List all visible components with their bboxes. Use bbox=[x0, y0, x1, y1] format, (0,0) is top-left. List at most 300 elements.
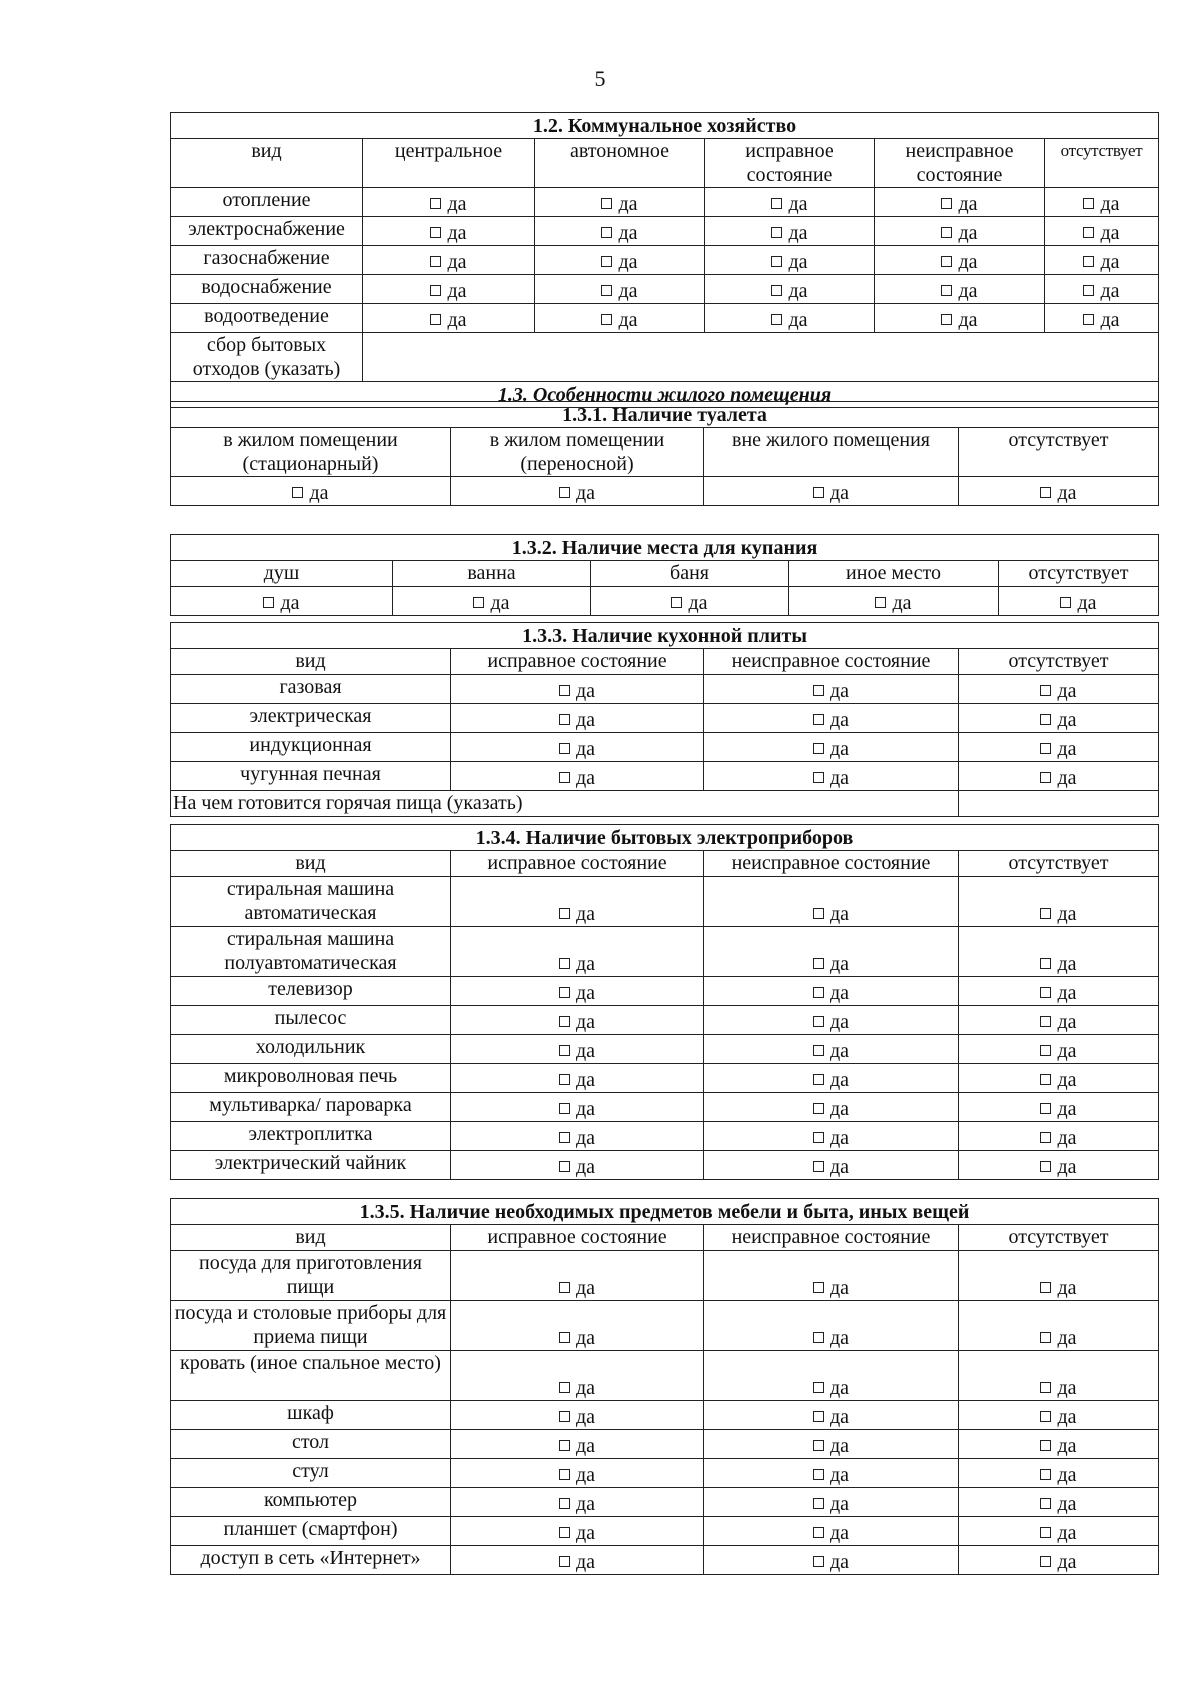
yes-option[interactable] bbox=[535, 275, 705, 304]
checkbox-icon[interactable] bbox=[559, 1332, 570, 1343]
checkbox-icon[interactable] bbox=[813, 1103, 824, 1114]
checkbox-icon[interactable] bbox=[1040, 1382, 1051, 1393]
checkbox-icon[interactable] bbox=[559, 1556, 570, 1567]
table-row bbox=[171, 275, 1159, 304]
yes-option[interactable] bbox=[451, 733, 704, 762]
checkbox-icon[interactable] bbox=[559, 685, 570, 696]
yes-option[interactable] bbox=[1045, 246, 1159, 275]
yes-option[interactable] bbox=[959, 1401, 1159, 1430]
checkbox-icon[interactable] bbox=[430, 314, 441, 325]
yes-option[interactable] bbox=[451, 1064, 704, 1093]
yes-option[interactable] bbox=[875, 217, 1045, 246]
checkbox-icon[interactable] bbox=[813, 685, 824, 696]
yes-option[interactable] bbox=[959, 1251, 1159, 1301]
checkbox-icon[interactable] bbox=[1083, 285, 1094, 296]
yes-label: да bbox=[829, 1011, 850, 1033]
row-label: компьютер bbox=[171, 1488, 451, 1517]
yes-label: да bbox=[575, 903, 596, 925]
checkbox-icon[interactable] bbox=[1040, 743, 1051, 754]
bathing-header-row bbox=[171, 561, 1159, 587]
yes-label: да bbox=[1100, 280, 1120, 302]
yes-option[interactable] bbox=[591, 587, 789, 616]
yes-label: да bbox=[1057, 1493, 1077, 1515]
yes-option[interactable] bbox=[999, 587, 1159, 616]
yes-option[interactable] bbox=[704, 733, 959, 762]
table-row bbox=[171, 733, 1159, 762]
yes-option[interactable] bbox=[959, 733, 1159, 762]
yes-option[interactable] bbox=[451, 977, 704, 1006]
checkbox-icon[interactable] bbox=[813, 1382, 824, 1393]
table-row bbox=[171, 1151, 1159, 1180]
column-header: автономное bbox=[535, 139, 705, 188]
yes-option[interactable] bbox=[959, 675, 1159, 704]
page-number: 5 bbox=[594, 66, 606, 91]
yes-label: да bbox=[1057, 680, 1077, 702]
table-row bbox=[171, 1517, 1159, 1546]
yes-option[interactable] bbox=[451, 477, 704, 506]
checkbox-icon[interactable] bbox=[941, 198, 952, 209]
yes-label: да bbox=[1100, 222, 1120, 244]
yes-option[interactable] bbox=[704, 1401, 959, 1430]
row-label: стул bbox=[171, 1459, 451, 1488]
yes-label: да bbox=[1057, 709, 1077, 731]
yes-option[interactable] bbox=[363, 246, 535, 275]
checkbox-icon[interactable] bbox=[813, 908, 824, 919]
yes-label: да bbox=[575, 1435, 596, 1457]
yes-option[interactable] bbox=[959, 1546, 1159, 1575]
section-title: 1.3. Особенности жилого помещения bbox=[171, 382, 1159, 408]
checkbox-icon[interactable] bbox=[813, 1332, 824, 1343]
yes-option[interactable] bbox=[704, 1459, 959, 1488]
yes-option[interactable] bbox=[704, 675, 959, 704]
yes-option[interactable] bbox=[959, 477, 1159, 506]
checkbox-icon[interactable] bbox=[430, 256, 441, 267]
checkbox-icon[interactable] bbox=[559, 958, 570, 969]
checkbox-icon[interactable] bbox=[771, 314, 782, 325]
yes-label: да bbox=[575, 709, 596, 731]
checkbox-icon[interactable] bbox=[813, 1074, 824, 1085]
checkbox-icon[interactable] bbox=[1040, 1332, 1051, 1343]
yes-option[interactable] bbox=[959, 1351, 1159, 1401]
yes-label: да bbox=[575, 1327, 596, 1349]
checkbox-icon[interactable] bbox=[263, 597, 274, 608]
checkbox-icon[interactable] bbox=[941, 227, 952, 238]
yes-label: да bbox=[829, 738, 850, 760]
yes-option[interactable] bbox=[1045, 188, 1159, 217]
yes-option[interactable] bbox=[451, 1251, 704, 1301]
yes-option[interactable] bbox=[875, 275, 1045, 304]
yes-option[interactable] bbox=[363, 275, 535, 304]
yes-option[interactable] bbox=[959, 1459, 1159, 1488]
yes-label: да bbox=[829, 982, 850, 1004]
checkbox-icon[interactable] bbox=[813, 1556, 824, 1567]
yes-label: да bbox=[829, 482, 850, 504]
yes-option[interactable] bbox=[704, 1251, 959, 1301]
utilities-table bbox=[170, 112, 1159, 408]
yes-label: да bbox=[829, 767, 850, 789]
yes-option[interactable] bbox=[875, 188, 1045, 217]
checkbox-icon[interactable] bbox=[941, 314, 952, 325]
yes-option[interactable] bbox=[451, 1488, 704, 1517]
checkbox-icon[interactable] bbox=[771, 227, 782, 238]
yes-option[interactable] bbox=[959, 1093, 1159, 1122]
yes-option[interactable] bbox=[704, 927, 959, 977]
yes-option[interactable] bbox=[451, 1006, 704, 1035]
checkbox-icon[interactable] bbox=[559, 1469, 570, 1480]
checkbox-icon[interactable] bbox=[1040, 1016, 1051, 1027]
yes-option[interactable] bbox=[451, 1430, 704, 1459]
yes-label: да bbox=[1057, 1327, 1077, 1349]
checkbox-icon[interactable] bbox=[671, 597, 682, 608]
yes-option[interactable] bbox=[959, 1301, 1159, 1351]
yes-option[interactable] bbox=[704, 1430, 959, 1459]
yes-label: да bbox=[575, 767, 596, 789]
checkbox-icon[interactable] bbox=[1060, 597, 1071, 608]
checkbox-icon[interactable] bbox=[559, 987, 570, 998]
yes-label: да bbox=[575, 1464, 596, 1486]
yes-label: да bbox=[1057, 1464, 1077, 1486]
yes-option[interactable] bbox=[705, 217, 875, 246]
checkbox-icon[interactable] bbox=[1040, 908, 1051, 919]
checkbox-icon[interactable] bbox=[1040, 1132, 1051, 1143]
column-header: отсутствует bbox=[959, 649, 1159, 675]
row-label: холодильник bbox=[171, 1035, 451, 1064]
yes-option[interactable] bbox=[959, 1151, 1159, 1180]
table-row bbox=[171, 1546, 1159, 1575]
checkbox-icon[interactable] bbox=[813, 1282, 824, 1293]
furniture-header-row bbox=[171, 1225, 1159, 1251]
checkbox-icon[interactable] bbox=[1040, 1411, 1051, 1422]
checkbox-icon[interactable] bbox=[1040, 1074, 1051, 1085]
row-label: стиральная машина полуавтоматическая bbox=[171, 927, 451, 977]
yes-label: да bbox=[829, 1551, 850, 1573]
yes-label: да bbox=[1057, 1522, 1077, 1544]
yes-option[interactable] bbox=[704, 1351, 959, 1401]
yes-option[interactable] bbox=[704, 1546, 959, 1575]
table-row bbox=[171, 977, 1159, 1006]
checkbox-icon[interactable] bbox=[559, 1161, 570, 1172]
yes-option[interactable] bbox=[704, 477, 959, 506]
column-header: иное место bbox=[789, 561, 999, 587]
yes-label: да bbox=[618, 251, 638, 273]
checkbox-icon[interactable] bbox=[601, 256, 612, 267]
yes-label: да bbox=[829, 1377, 850, 1399]
yes-option[interactable] bbox=[704, 1301, 959, 1351]
checkbox-icon[interactable] bbox=[559, 908, 570, 919]
table-row bbox=[171, 1064, 1159, 1093]
yes-label: да bbox=[575, 1098, 596, 1120]
checkbox-icon[interactable] bbox=[1083, 314, 1094, 325]
checkbox-icon[interactable] bbox=[1040, 958, 1051, 969]
yes-label: да bbox=[788, 280, 808, 302]
row-label: посуда для приготовления пищи bbox=[171, 1251, 451, 1301]
table-row bbox=[171, 675, 1159, 704]
yes-option[interactable] bbox=[959, 1064, 1159, 1093]
table-row bbox=[171, 217, 1159, 246]
checkbox-icon[interactable] bbox=[813, 1045, 824, 1056]
checkbox-icon[interactable] bbox=[559, 1103, 570, 1114]
yes-label: да bbox=[829, 1406, 850, 1428]
toilet-table bbox=[170, 401, 1159, 506]
checkbox-icon[interactable] bbox=[813, 1161, 824, 1172]
row-label: планшет (смартфон) bbox=[171, 1517, 451, 1546]
yes-label: да bbox=[618, 222, 638, 244]
checkbox-icon[interactable] bbox=[559, 487, 570, 498]
checkbox-icon[interactable] bbox=[813, 487, 824, 498]
row-label: электроплитка bbox=[171, 1122, 451, 1151]
column-header: ванна bbox=[393, 561, 591, 587]
yes-label: да bbox=[1057, 1127, 1077, 1149]
yes-option[interactable] bbox=[1045, 275, 1159, 304]
yes-option[interactable] bbox=[959, 1488, 1159, 1517]
yes-label: да bbox=[575, 1040, 596, 1062]
checkbox-icon[interactable] bbox=[941, 285, 952, 296]
yes-option[interactable] bbox=[451, 1517, 704, 1546]
yes-option[interactable] bbox=[535, 217, 705, 246]
yes-option[interactable] bbox=[959, 927, 1159, 977]
checkbox-icon[interactable] bbox=[771, 256, 782, 267]
yes-label: да bbox=[1057, 1377, 1077, 1399]
yes-option[interactable] bbox=[704, 1093, 959, 1122]
yes-option[interactable] bbox=[704, 1122, 959, 1151]
checkbox-icon[interactable] bbox=[771, 285, 782, 296]
column-header: неисправное состояние bbox=[875, 139, 1045, 188]
row-label: электрическая bbox=[171, 704, 451, 733]
yes-option[interactable] bbox=[959, 877, 1159, 927]
yes-option[interactable] bbox=[451, 1093, 704, 1122]
checkbox-icon[interactable] bbox=[1040, 1282, 1051, 1293]
yes-option[interactable] bbox=[704, 1035, 959, 1064]
checkbox-icon[interactable] bbox=[813, 714, 824, 725]
checkbox-icon[interactable] bbox=[1040, 1498, 1051, 1509]
checkbox-icon[interactable] bbox=[1040, 772, 1051, 783]
yes-label: да bbox=[829, 1522, 850, 1544]
checkbox-icon[interactable] bbox=[1040, 1440, 1051, 1451]
checkbox-icon[interactable] bbox=[1040, 987, 1051, 998]
table-row bbox=[171, 1251, 1159, 1301]
column-header: центральное bbox=[363, 139, 535, 188]
yes-option[interactable] bbox=[171, 587, 393, 616]
yes-option[interactable] bbox=[451, 675, 704, 704]
section-title: 1.2. Коммунальное хозяйство bbox=[171, 113, 1159, 139]
checkbox-icon[interactable] bbox=[601, 285, 612, 296]
yes-option[interactable] bbox=[959, 1122, 1159, 1151]
yes-label: да bbox=[575, 982, 596, 1004]
yes-option[interactable] bbox=[705, 275, 875, 304]
yes-option[interactable] bbox=[705, 188, 875, 217]
yes-option[interactable] bbox=[451, 1035, 704, 1064]
yes-label: да bbox=[575, 953, 596, 975]
yes-option[interactable] bbox=[704, 1488, 959, 1517]
checkbox-icon[interactable] bbox=[559, 772, 570, 783]
yes-option[interactable] bbox=[451, 1122, 704, 1151]
row-label: стиральная машина автоматическая bbox=[171, 877, 451, 927]
column-header: неисправное состояние bbox=[704, 1225, 959, 1251]
checkbox-icon[interactable] bbox=[875, 597, 886, 608]
table-row bbox=[171, 927, 1159, 977]
column-header: отсутствует bbox=[959, 428, 1159, 477]
yes-label: да bbox=[1100, 309, 1120, 331]
checkbox-icon[interactable] bbox=[1040, 1161, 1051, 1172]
yes-option[interactable] bbox=[704, 1151, 959, 1180]
checkbox-icon[interactable] bbox=[430, 285, 441, 296]
checkbox-icon[interactable] bbox=[813, 1527, 824, 1538]
checkbox-icon[interactable] bbox=[1083, 256, 1094, 267]
column-header: вид bbox=[171, 851, 451, 877]
yes-option[interactable] bbox=[959, 704, 1159, 733]
column-header: исправное состояние bbox=[451, 649, 704, 675]
yes-option[interactable] bbox=[535, 304, 705, 333]
section-title: 1.3.5. Наличие необходимых предметов мебели и быта, иных вещей bbox=[171, 1199, 1159, 1225]
yes-option[interactable] bbox=[451, 704, 704, 733]
checkbox-icon[interactable] bbox=[813, 772, 824, 783]
yes-option[interactable] bbox=[451, 1351, 704, 1401]
yes-label: да bbox=[1057, 1435, 1077, 1457]
checkbox-icon[interactable] bbox=[559, 1282, 570, 1293]
checkbox-icon[interactable] bbox=[813, 1016, 824, 1027]
checkbox-icon[interactable] bbox=[1040, 1469, 1051, 1480]
table-row bbox=[171, 877, 1159, 927]
yes-option[interactable] bbox=[875, 304, 1045, 333]
checkbox-icon[interactable] bbox=[813, 743, 824, 754]
yes-option[interactable] bbox=[959, 762, 1159, 791]
yes-option[interactable] bbox=[704, 877, 959, 927]
checkbox-icon[interactable] bbox=[601, 227, 612, 238]
yes-option[interactable] bbox=[535, 246, 705, 275]
checkbox-icon[interactable] bbox=[559, 1498, 570, 1509]
yes-option[interactable] bbox=[959, 1006, 1159, 1035]
yes-label: да bbox=[829, 903, 850, 925]
column-header: в жилом помещении (стационарный) bbox=[171, 428, 451, 477]
checkbox-icon[interactable] bbox=[559, 1132, 570, 1143]
waste-input[interactable] bbox=[363, 333, 1159, 382]
checkbox-icon[interactable] bbox=[813, 1469, 824, 1480]
checkbox-icon[interactable] bbox=[813, 958, 824, 969]
yes-option[interactable] bbox=[959, 1430, 1159, 1459]
checkbox-icon[interactable] bbox=[813, 1440, 824, 1451]
checkbox-icon[interactable] bbox=[601, 198, 612, 209]
checkbox-icon[interactable] bbox=[559, 1074, 570, 1085]
yes-option[interactable] bbox=[451, 927, 704, 977]
yes-option[interactable] bbox=[959, 977, 1159, 1006]
checkbox-icon[interactable] bbox=[430, 227, 441, 238]
checkbox-icon[interactable] bbox=[430, 198, 441, 209]
checkbox-icon[interactable] bbox=[1040, 487, 1051, 498]
yes-option[interactable] bbox=[363, 188, 535, 217]
checkbox-icon[interactable] bbox=[771, 198, 782, 209]
checkbox-icon[interactable] bbox=[813, 1411, 824, 1422]
yes-option[interactable] bbox=[1045, 217, 1159, 246]
waste-row bbox=[171, 333, 1159, 382]
yes-option[interactable] bbox=[451, 1459, 704, 1488]
yes-option[interactable] bbox=[704, 1064, 959, 1093]
yes-label: да bbox=[575, 1069, 596, 1091]
yes-label: да bbox=[447, 193, 467, 215]
hot-food-input[interactable] bbox=[959, 791, 1159, 817]
checkbox-icon[interactable] bbox=[559, 1411, 570, 1422]
checkbox-icon[interactable] bbox=[559, 1382, 570, 1393]
yes-option[interactable] bbox=[704, 1517, 959, 1546]
checkbox-icon[interactable] bbox=[559, 714, 570, 725]
yes-option[interactable] bbox=[704, 977, 959, 1006]
section-title: 1.3.4. Наличие бытовых электроприборов bbox=[171, 825, 1159, 851]
yes-option[interactable] bbox=[959, 1035, 1159, 1064]
yes-option[interactable] bbox=[789, 587, 999, 616]
yes-option[interactable] bbox=[705, 246, 875, 275]
yes-label: да bbox=[829, 1040, 850, 1062]
checkbox-icon[interactable] bbox=[1083, 198, 1094, 209]
checkbox-icon[interactable] bbox=[559, 1016, 570, 1027]
yes-option[interactable] bbox=[704, 704, 959, 733]
row-label: электрический чайник bbox=[171, 1151, 451, 1180]
checkbox-icon[interactable] bbox=[559, 1440, 570, 1451]
yes-option[interactable] bbox=[363, 304, 535, 333]
checkbox-icon[interactable] bbox=[1040, 1556, 1051, 1567]
checkbox-icon[interactable] bbox=[941, 256, 952, 267]
section-title: 1.3.2. Наличие места для купания bbox=[171, 535, 1159, 561]
yes-option[interactable] bbox=[451, 1301, 704, 1351]
yes-label: да bbox=[788, 251, 808, 273]
checkbox-icon[interactable] bbox=[1083, 227, 1094, 238]
yes-option[interactable] bbox=[704, 1006, 959, 1035]
column-header: в жилом помещении (переносной) bbox=[451, 428, 704, 477]
checkbox-icon[interactable] bbox=[559, 1045, 570, 1056]
yes-label: да bbox=[1057, 1551, 1077, 1573]
checkbox-icon[interactable] bbox=[1040, 1103, 1051, 1114]
column-header: отсутствует bbox=[999, 561, 1159, 587]
yes-option[interactable] bbox=[535, 188, 705, 217]
section-title: 1.3.1. Наличие туалета bbox=[171, 402, 1159, 428]
checkbox-icon[interactable] bbox=[559, 1527, 570, 1538]
yes-label: да bbox=[575, 1522, 596, 1544]
yes-option[interactable] bbox=[363, 217, 535, 246]
yes-option[interactable] bbox=[451, 1546, 704, 1575]
yes-option[interactable] bbox=[875, 246, 1045, 275]
table-row bbox=[171, 762, 1159, 791]
checkbox-icon[interactable] bbox=[813, 1498, 824, 1509]
yes-option[interactable] bbox=[1045, 304, 1159, 333]
yes-option[interactable] bbox=[704, 762, 959, 791]
checkbox-icon[interactable] bbox=[1040, 714, 1051, 725]
checkbox-icon[interactable] bbox=[473, 597, 484, 608]
yes-option[interactable] bbox=[705, 304, 875, 333]
yes-option[interactable] bbox=[959, 1517, 1159, 1546]
yes-option[interactable] bbox=[451, 877, 704, 927]
yes-option[interactable] bbox=[171, 477, 451, 506]
column-header: вид bbox=[171, 1225, 451, 1251]
furniture-table bbox=[170, 1198, 1159, 1575]
yes-option[interactable] bbox=[451, 1401, 704, 1430]
checkbox-icon[interactable] bbox=[1040, 685, 1051, 696]
yes-option[interactable] bbox=[451, 762, 704, 791]
yes-label: да bbox=[1077, 592, 1097, 614]
table-row bbox=[171, 1122, 1159, 1151]
yes-label: да bbox=[618, 309, 638, 331]
checkbox-icon[interactable] bbox=[601, 314, 612, 325]
checkbox-icon[interactable] bbox=[1040, 1045, 1051, 1056]
checkbox-icon[interactable] bbox=[813, 1132, 824, 1143]
checkbox-icon[interactable] bbox=[1040, 1527, 1051, 1538]
checkbox-icon[interactable] bbox=[292, 487, 303, 498]
column-header: исправное состояние bbox=[451, 1225, 704, 1251]
yes-label: да bbox=[958, 251, 978, 273]
yes-option[interactable] bbox=[451, 1151, 704, 1180]
column-header: вне жилого помещения bbox=[704, 428, 959, 477]
yes-option[interactable] bbox=[393, 587, 591, 616]
checkbox-icon[interactable] bbox=[813, 987, 824, 998]
yes-label: да bbox=[575, 1551, 596, 1573]
checkbox-icon[interactable] bbox=[559, 743, 570, 754]
